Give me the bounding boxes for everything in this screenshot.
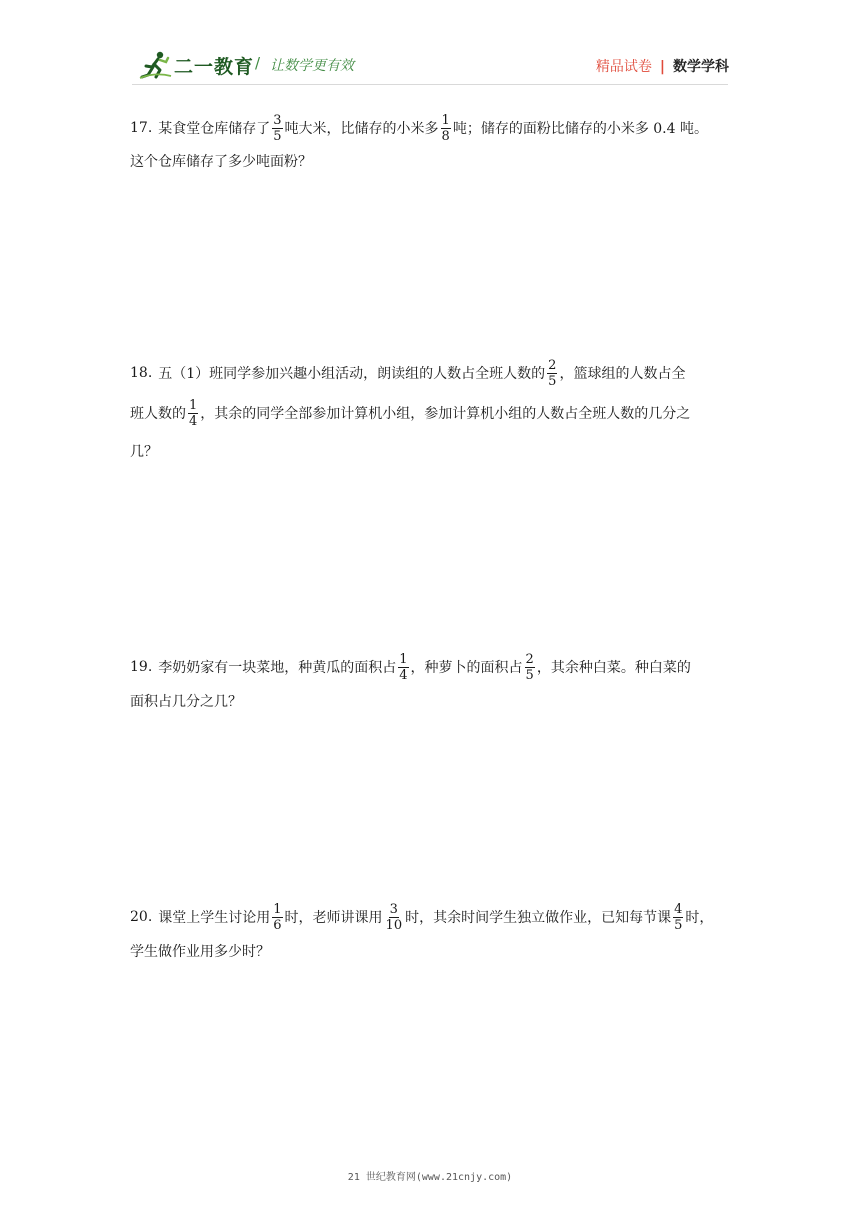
fraction <box>547 358 557 389</box>
question-text: ，种萝卜的面积占 <box>410 660 523 676</box>
fraction <box>398 652 408 683</box>
fraction <box>385 902 404 933</box>
header-divider <box>132 84 728 85</box>
question-text: 课堂上学生讨论用 <box>158 910 271 926</box>
question-line <box>130 686 732 716</box>
fraction-numerator: 2 <box>525 651 534 667</box>
question-line <box>130 110 732 146</box>
question-line <box>130 648 732 686</box>
question-17 <box>130 110 732 176</box>
question-text: 学生做作业用多少时？ <box>130 944 270 960</box>
question-line <box>130 354 732 392</box>
fraction-numerator: 3 <box>273 112 282 128</box>
fraction-numerator: 4 <box>674 901 683 917</box>
question-line <box>130 146 732 176</box>
question-line <box>130 898 732 936</box>
question-20 <box>130 898 732 966</box>
fraction-denominator: 5 <box>525 667 534 683</box>
question-line <box>130 936 732 966</box>
page-header <box>0 0 860 95</box>
question-text: 吨；储存的面粉比储存的小米多 0.4 吨。 <box>452 121 708 137</box>
paper-tag: 精品试卷 <box>595 59 652 75</box>
fraction-numerator: 3 <box>389 901 398 917</box>
fraction <box>525 652 535 683</box>
question-text: ，其余的同学全部参加计算机小组，参加计算机小组的人数占全班人数的几分之 <box>200 406 691 422</box>
fraction-denominator: 8 <box>441 128 450 144</box>
header-right <box>596 56 729 76</box>
fraction-numerator: 1 <box>441 112 450 128</box>
fraction <box>441 113 451 144</box>
question-18 <box>130 354 732 468</box>
question-number: 17. <box>130 120 153 136</box>
fraction-numerator: 1 <box>273 901 282 917</box>
fraction-numerator: 1 <box>399 651 408 667</box>
fraction-numerator: 2 <box>548 357 557 373</box>
fraction-denominator: 5 <box>273 128 282 144</box>
header-separator: | <box>659 59 665 75</box>
question-number: 18. <box>130 365 153 381</box>
fraction <box>272 113 282 144</box>
running-person-logo-icon <box>138 50 172 80</box>
fraction-numerator: 1 <box>189 397 198 413</box>
fraction-denominator: 6 <box>273 917 282 933</box>
fraction-denominator: 5 <box>548 373 557 389</box>
fraction <box>188 398 198 429</box>
question-text: 面积占几分之几？ <box>130 694 242 710</box>
question-text: 某食堂仓库储存了 <box>158 121 271 137</box>
question-line <box>130 392 732 434</box>
question-number: 20. <box>130 909 153 925</box>
question-line <box>130 434 732 468</box>
fraction-denominator: 5 <box>674 917 683 933</box>
question-19 <box>130 648 732 716</box>
fraction-denominator: 10 <box>385 917 403 933</box>
brand-name: 二一教育 <box>174 56 255 78</box>
question-text: ，其余种白菜。种白菜的 <box>536 660 691 676</box>
question-text: 这个仓库储存了多少吨面粉？ <box>130 154 312 170</box>
question-text: 班人数的 <box>130 406 186 422</box>
fraction-denominator: 4 <box>189 413 198 429</box>
question-text: 几？ <box>130 444 158 460</box>
question-text: 时，其余时间学生独立做作业，已知每节课 <box>405 910 672 926</box>
brand-slogan: 让数学更有效 <box>270 58 354 74</box>
question-text: ，篮球组的人数占全 <box>559 366 686 382</box>
fraction <box>272 902 282 933</box>
question-text: 五（1）班同学参加兴趣小组活动，朗读组的人数占全班人数的 <box>158 366 546 382</box>
page-footer: 21 世纪教育网(www.21cnjy.com) <box>347 1172 513 1183</box>
question-text: 时，老师讲课用 <box>284 910 383 926</box>
question-text: 吨大米，比储存的小米多 <box>284 121 439 137</box>
header-slash: / <box>255 54 261 72</box>
fraction-denominator: 4 <box>399 667 408 683</box>
question-number: 19. <box>130 659 153 675</box>
fraction <box>673 902 683 933</box>
question-text: 李奶奶家有一块菜地，种黄瓜的面积占 <box>158 660 397 676</box>
subject-label: 数学学科 <box>673 59 729 75</box>
question-text: 时， <box>685 910 714 926</box>
